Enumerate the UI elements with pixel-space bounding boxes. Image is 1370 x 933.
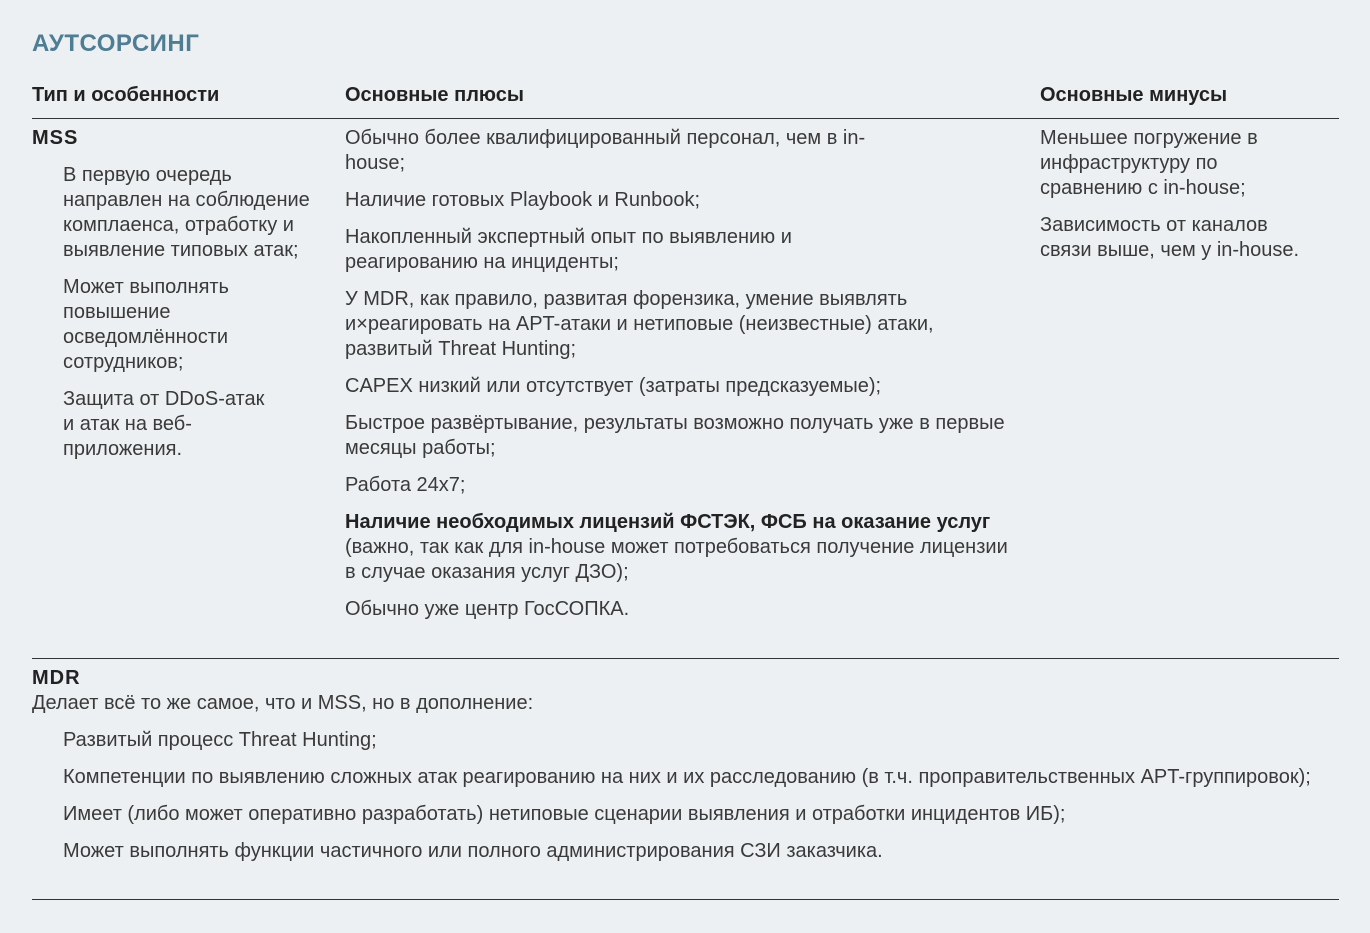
mdr-cell (32, 666, 1332, 876)
mss-pro: Работа 24x7; (345, 474, 466, 496)
header-cons: Основные минусы (1040, 84, 1228, 106)
mss-pro: Обычно уже центр ГосСОПКА. (345, 598, 630, 620)
license-rest: (важно, так как для in-house может потребоваться получение лицензии в случае оказания услуг ДЗО); (345, 536, 1008, 583)
mss-pro-license (345, 510, 1010, 585)
mdr-label: MDR (32, 667, 81, 689)
mss-type-cell (32, 126, 317, 474)
bottom-divider (32, 899, 1339, 900)
mss-feature: Может выполнять повышение осведомлённости сотрудников; (63, 276, 229, 373)
mss-label: MSS (32, 127, 79, 149)
mdr-intro: Делает всё то же самое, что и MSS, но в дополнение: (32, 692, 534, 714)
mss-pro: CAPEX низкий или отсутствует (затраты предсказуемые); (345, 375, 882, 397)
mss-con: Зависимость от каналов связи выше, чем у in-house. (1040, 214, 1300, 261)
header-pros: Основные плюсы (345, 84, 524, 106)
mss-pro: Наличие готовых Playbook и Runbook; (345, 189, 701, 211)
mdr-item: Может выполнять функции частичного или полного администрирования СЗИ заказчика. (63, 840, 883, 862)
mss-pro: Накопленный экспертный опыт по выявлению и реагированию на инциденты; (345, 226, 792, 273)
row-divider (32, 658, 1339, 659)
mss-pro: Быстрое развёртывание, результаты возможно получать уже в первые месяцы работы; (345, 412, 1005, 459)
mss-pros-cell (345, 126, 1010, 634)
header-type: Тип и особенности (32, 84, 220, 106)
mss-feature: Защита от DDoS-атак и атак на веб-приложения. (63, 388, 265, 460)
header-divider (32, 118, 1339, 119)
mdr-item: Компетенции по выявлению сложных атак реагированию на них и их расследованию (в т.ч. проправительственных APT-группировок); (63, 766, 1311, 788)
license-bold: Наличие необходимых лицензий ФСТЭК, ФСБ на оказание услуг (345, 511, 991, 533)
mss-con: Меньшее погружение в инфраструктуру по сравнению с in-house; (1040, 127, 1258, 199)
mdr-item: Развитый процесс Threat Hunting; (63, 729, 377, 751)
mss-pro: У MDR, как правило, развитая форензика, умение выявлять и×реагировать на APT-атаки и нетиповые (неизвестные) атаки, развитый Threat Hunting; (345, 288, 934, 360)
mdr-item: Имеет (либо может оперативно разработать) нетиповые сценарии выявления и отработки инцидентов ИБ); (63, 803, 1066, 825)
mss-cons-cell (1040, 126, 1310, 275)
mss-feature: В первую очередь направлен на соблюдение комплаенса, отработку и выявление типовых атак; (63, 164, 310, 261)
mss-pro: Обычно более квалифицированный персонал, чем в in-house; (345, 127, 866, 174)
section-title: АУТСОРСИНГ (32, 30, 200, 57)
